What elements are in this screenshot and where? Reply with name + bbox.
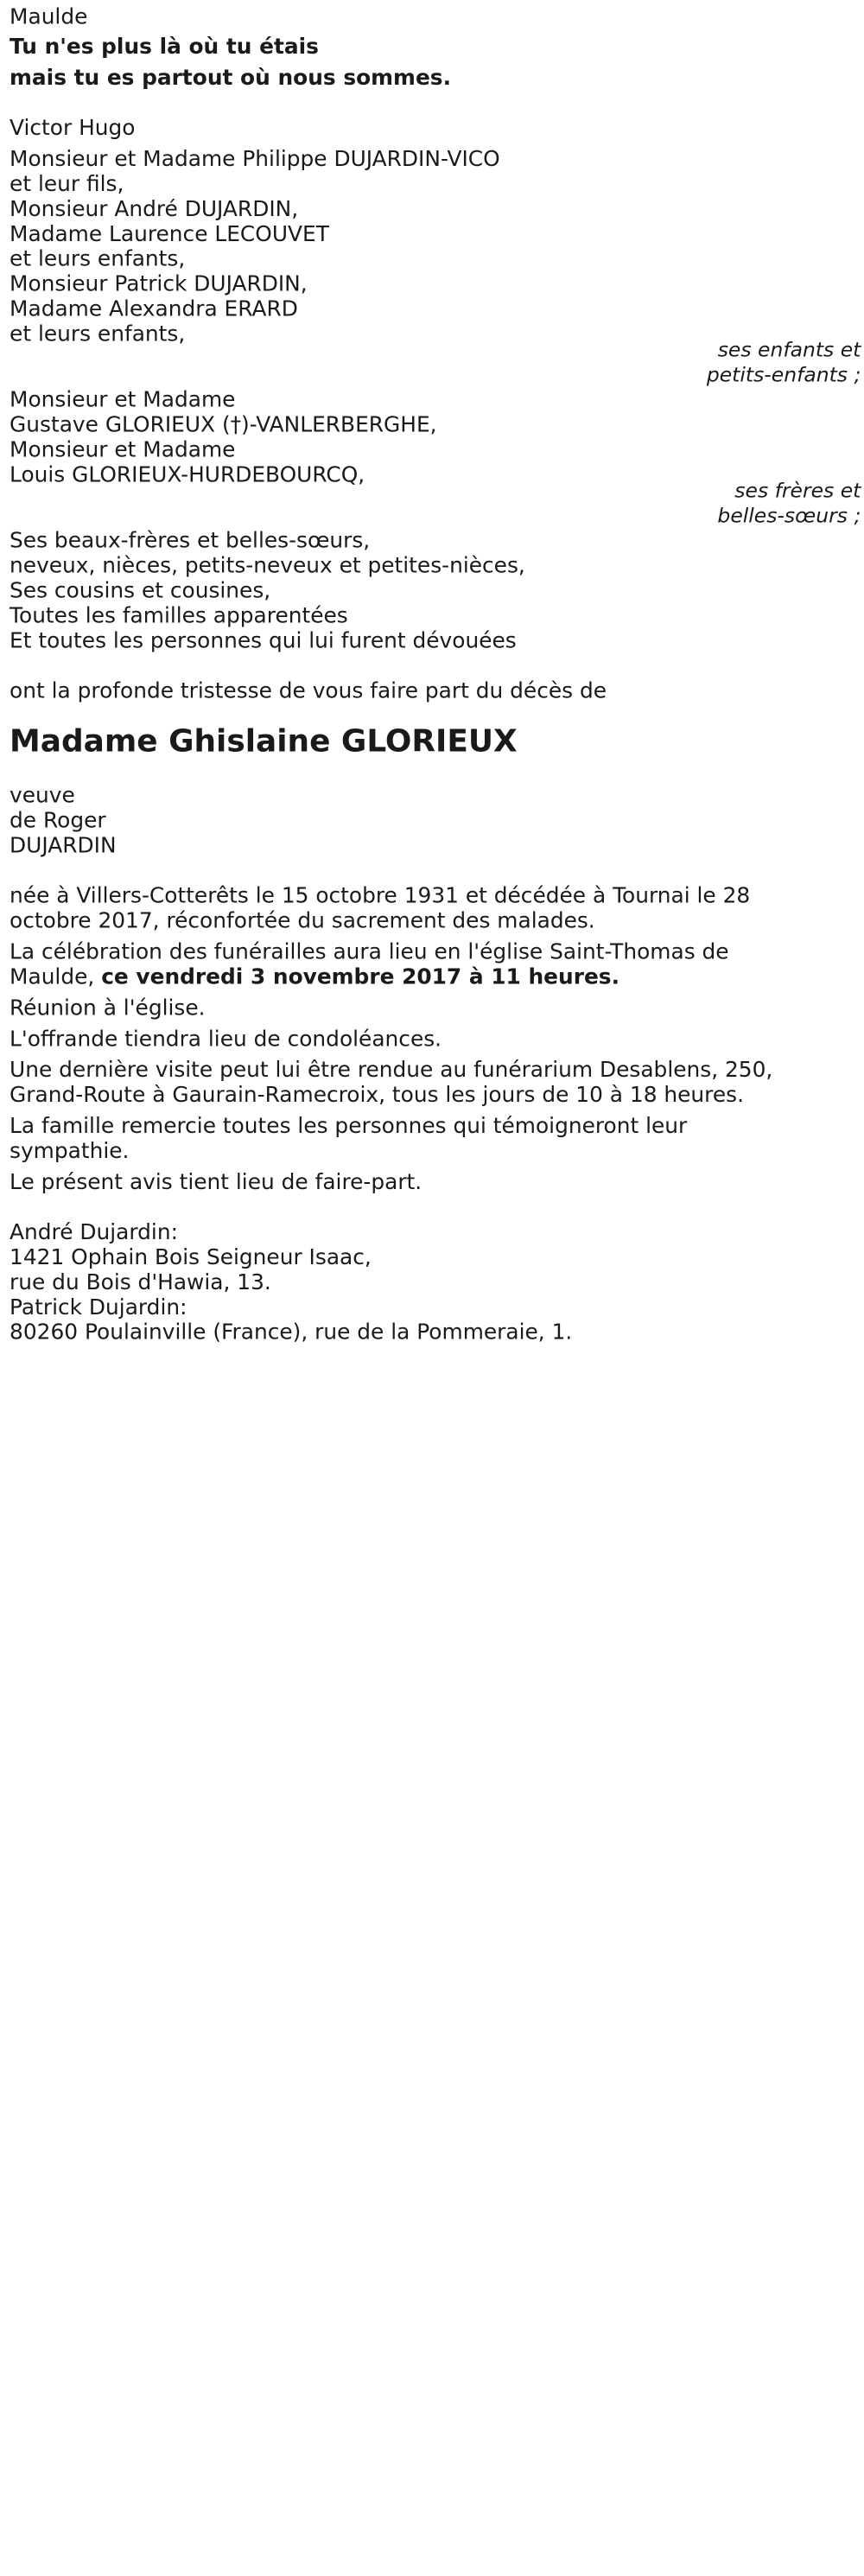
widow-status-line: veuve [10, 783, 75, 809]
widow-status-line: de Roger [10, 808, 106, 834]
thanks-line-1: La famille remercie toutes les personnes qui témoigneront leur [10, 1113, 688, 1139]
relatives-line: Ses cousins et cousines, [10, 578, 271, 604]
family-line: Monsieur et Madame Philippe DUJARDIN-VICO [10, 146, 500, 172]
funeral-place: Maulde, [10, 964, 102, 990]
relatives-line: neveux, nièces, petits-neveux et petites-nièces, [10, 553, 525, 579]
widow-status-line: DUJARDIN [10, 833, 117, 859]
address-line: André Dujardin: [10, 1219, 178, 1245]
family-line: Madame Laurence LECOUVET [10, 221, 329, 247]
sibling-line: Louis GLORIEUX-HURDEBOURCQ, [10, 462, 365, 488]
address-line: 80260 Poulainville (France), rue de la Pommeraie, 1. [10, 1320, 573, 1345]
relatives-line: Et toutes les personnes qui lui furent dévouées [10, 628, 517, 654]
meeting-text: Réunion à l'église. [10, 995, 206, 1021]
birth-death-line-2: octobre 2017, réconfortée du sacrement des malades. [10, 908, 595, 934]
deceased-name: Madame Ghislaine GLORIEUX [10, 723, 518, 760]
address-line: rue du Bois d'Hawia, 13. [10, 1269, 271, 1295]
offering-text: L'offrande tiendra lieu de condoléances. [10, 1027, 442, 1053]
funeral-date-time: ce vendredi 3 novembre 2017 à 11 heures. [101, 964, 620, 990]
birth-death-line-1: née à Villers-Cotterêts le 15 octobre 1931 et décédée à Tournai le 28 [10, 883, 751, 909]
children-role-line-1: ses enfants et [717, 338, 861, 363]
funeral-line-2 [10, 966, 619, 990]
visit-line-2: Grand-Route à Gaurain-Ramecroix, tous les jours de 10 à 18 heures. [10, 1083, 744, 1109]
family-line: Monsieur Patrick DUJARDIN, [10, 271, 308, 297]
family-line: Madame Alexandra ERARD [10, 296, 298, 322]
quote-author: Victor Hugo [10, 115, 136, 141]
relatives-line: Ses beaux-frères et belles-sœurs, [10, 528, 371, 554]
siblings-role-line-1: ses frères et [734, 479, 861, 504]
family-line: et leurs enfants, [10, 321, 186, 347]
quote-line-2: mais tu es partout où nous sommes. [10, 65, 452, 91]
sibling-line: Monsieur et Madame [10, 437, 236, 463]
address-line: Patrick Dujardin: [10, 1294, 187, 1320]
siblings-role-line-2: belles-sœurs ; [717, 504, 861, 529]
thanks-line-2: sympathie. [10, 1138, 130, 1164]
children-role-line-2: petits-enfants ; [706, 363, 861, 388]
sibling-line: Monsieur et Madame [10, 387, 236, 413]
announcement-text: ont la profonde tristesse de vous faire part du décès de [10, 678, 607, 704]
sibling-line: Gustave GLORIEUX (†)-VANLERBERGHE, [10, 412, 437, 438]
relatives-line: Toutes les familles apparentées [10, 603, 348, 629]
funeral-line-1: La célébration des funérailles aura lieu en l'église Saint-Thomas de [10, 939, 729, 965]
quote-line-1: Tu n'es plus là où tu étais [10, 35, 319, 60]
family-line: et leurs enfants, [10, 246, 186, 272]
visit-line-1: Une dernière visite peut lui être rendue au funérarium Desablens, 250, [10, 1058, 773, 1084]
place-name: Maulde [10, 4, 88, 30]
address-line: 1421 Ophain Bois Seigneur Isaac, [10, 1244, 372, 1270]
family-line: et leur fils, [10, 171, 124, 197]
notice-text: Le présent avis tient lieu de faire-part. [10, 1169, 422, 1195]
family-line: Monsieur André DUJARDIN, [10, 196, 299, 222]
